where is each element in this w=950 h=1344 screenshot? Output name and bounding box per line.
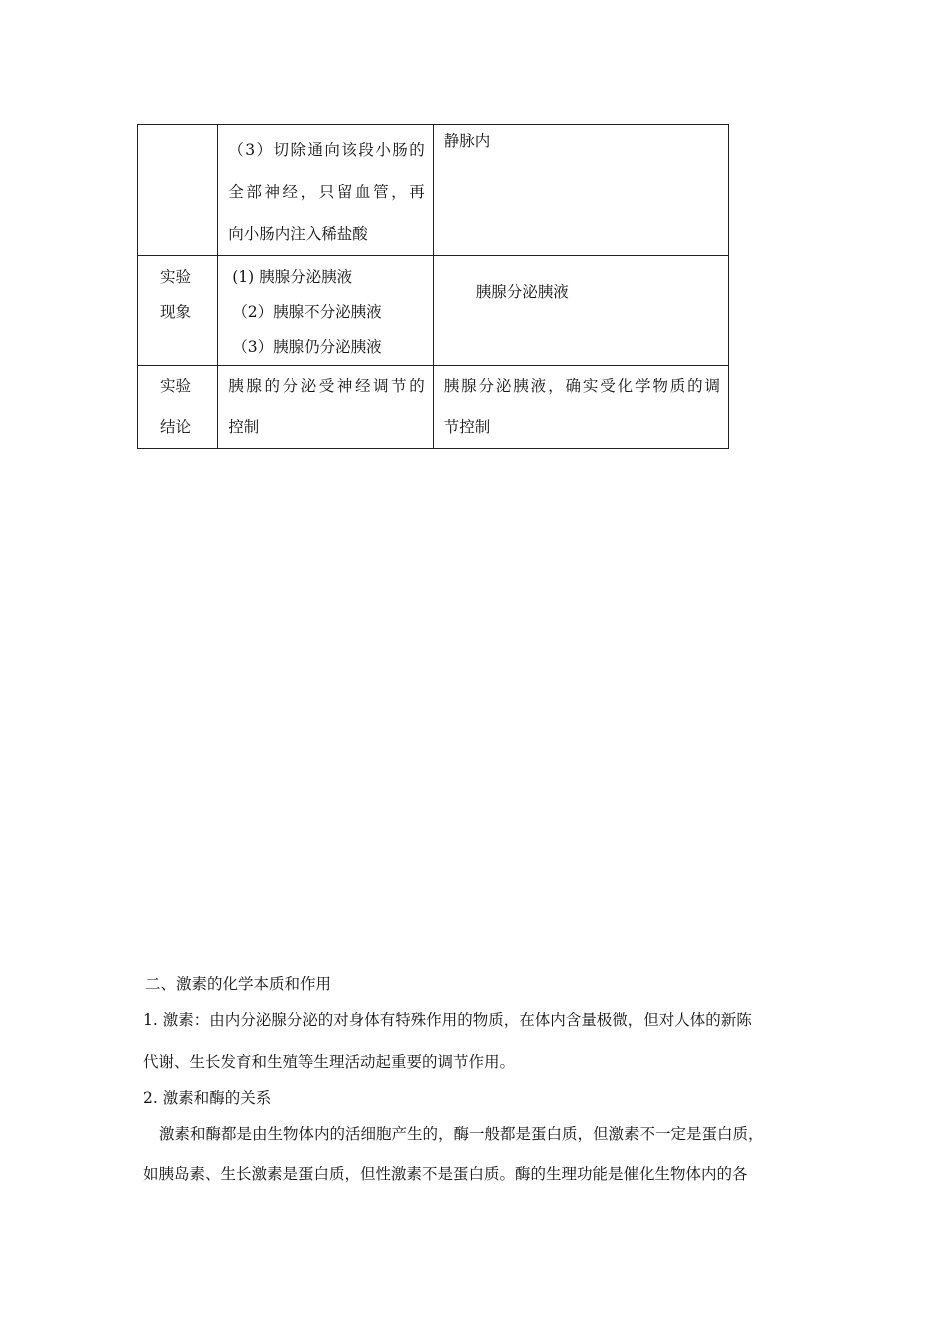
- paragraph-line2: 如胰岛素、生长激素是蛋白质，但性激素不是蛋白质。酶的生理功能是催化生物体内的各: [143, 1165, 748, 1183]
- cell-line: （2）胰腺不分泌胰液: [232, 303, 382, 321]
- cell-line: 全部神经，只留血管，再: [228, 183, 425, 201]
- item1-line1: 1. 激素：由内分泌腺分泌的对身体有特殊作用的物质，在体内含量极微，但对人体的新陈: [143, 1011, 752, 1029]
- cell-line: 节控制: [443, 418, 491, 436]
- cell-line: 胰腺分泌胰液，确实受化学物质的调: [443, 377, 720, 395]
- row-label-line: 现象: [160, 303, 192, 321]
- cell-line: 向小肠内注入稀盐酸: [228, 225, 368, 243]
- paragraph-line1: 激素和酶都是由生物体内的活细胞产生的，酶一般都是蛋白质，但激素不一定是蛋白质，: [159, 1125, 764, 1143]
- cell-line: 胰腺的分泌受神经调节的: [228, 377, 425, 395]
- cell-line: (1) 胰腺分泌胰液: [232, 268, 353, 286]
- cell-line: 胰腺分泌胰液: [475, 283, 569, 301]
- cell-line: 控制: [228, 418, 260, 436]
- section-hormones: [143, 0, 803, 1344]
- row-label-line: 结论: [160, 418, 192, 436]
- cell-line: （3）切除通向该段小肠的: [228, 141, 425, 159]
- item2-heading: 2. 激素和酶的关系: [143, 1089, 272, 1107]
- cell-line: 静脉内: [443, 132, 491, 150]
- row-label-line: 实验: [160, 377, 192, 395]
- cell-line: （3）胰腺仍分泌胰液: [232, 338, 382, 356]
- item1-line2: 代谢、生长发育和生殖等生理活动起重要的调节作用。: [143, 1053, 516, 1071]
- section-heading: 二、激素的化学本质和作用: [145, 975, 332, 993]
- row-label-line: 实验: [160, 268, 192, 286]
